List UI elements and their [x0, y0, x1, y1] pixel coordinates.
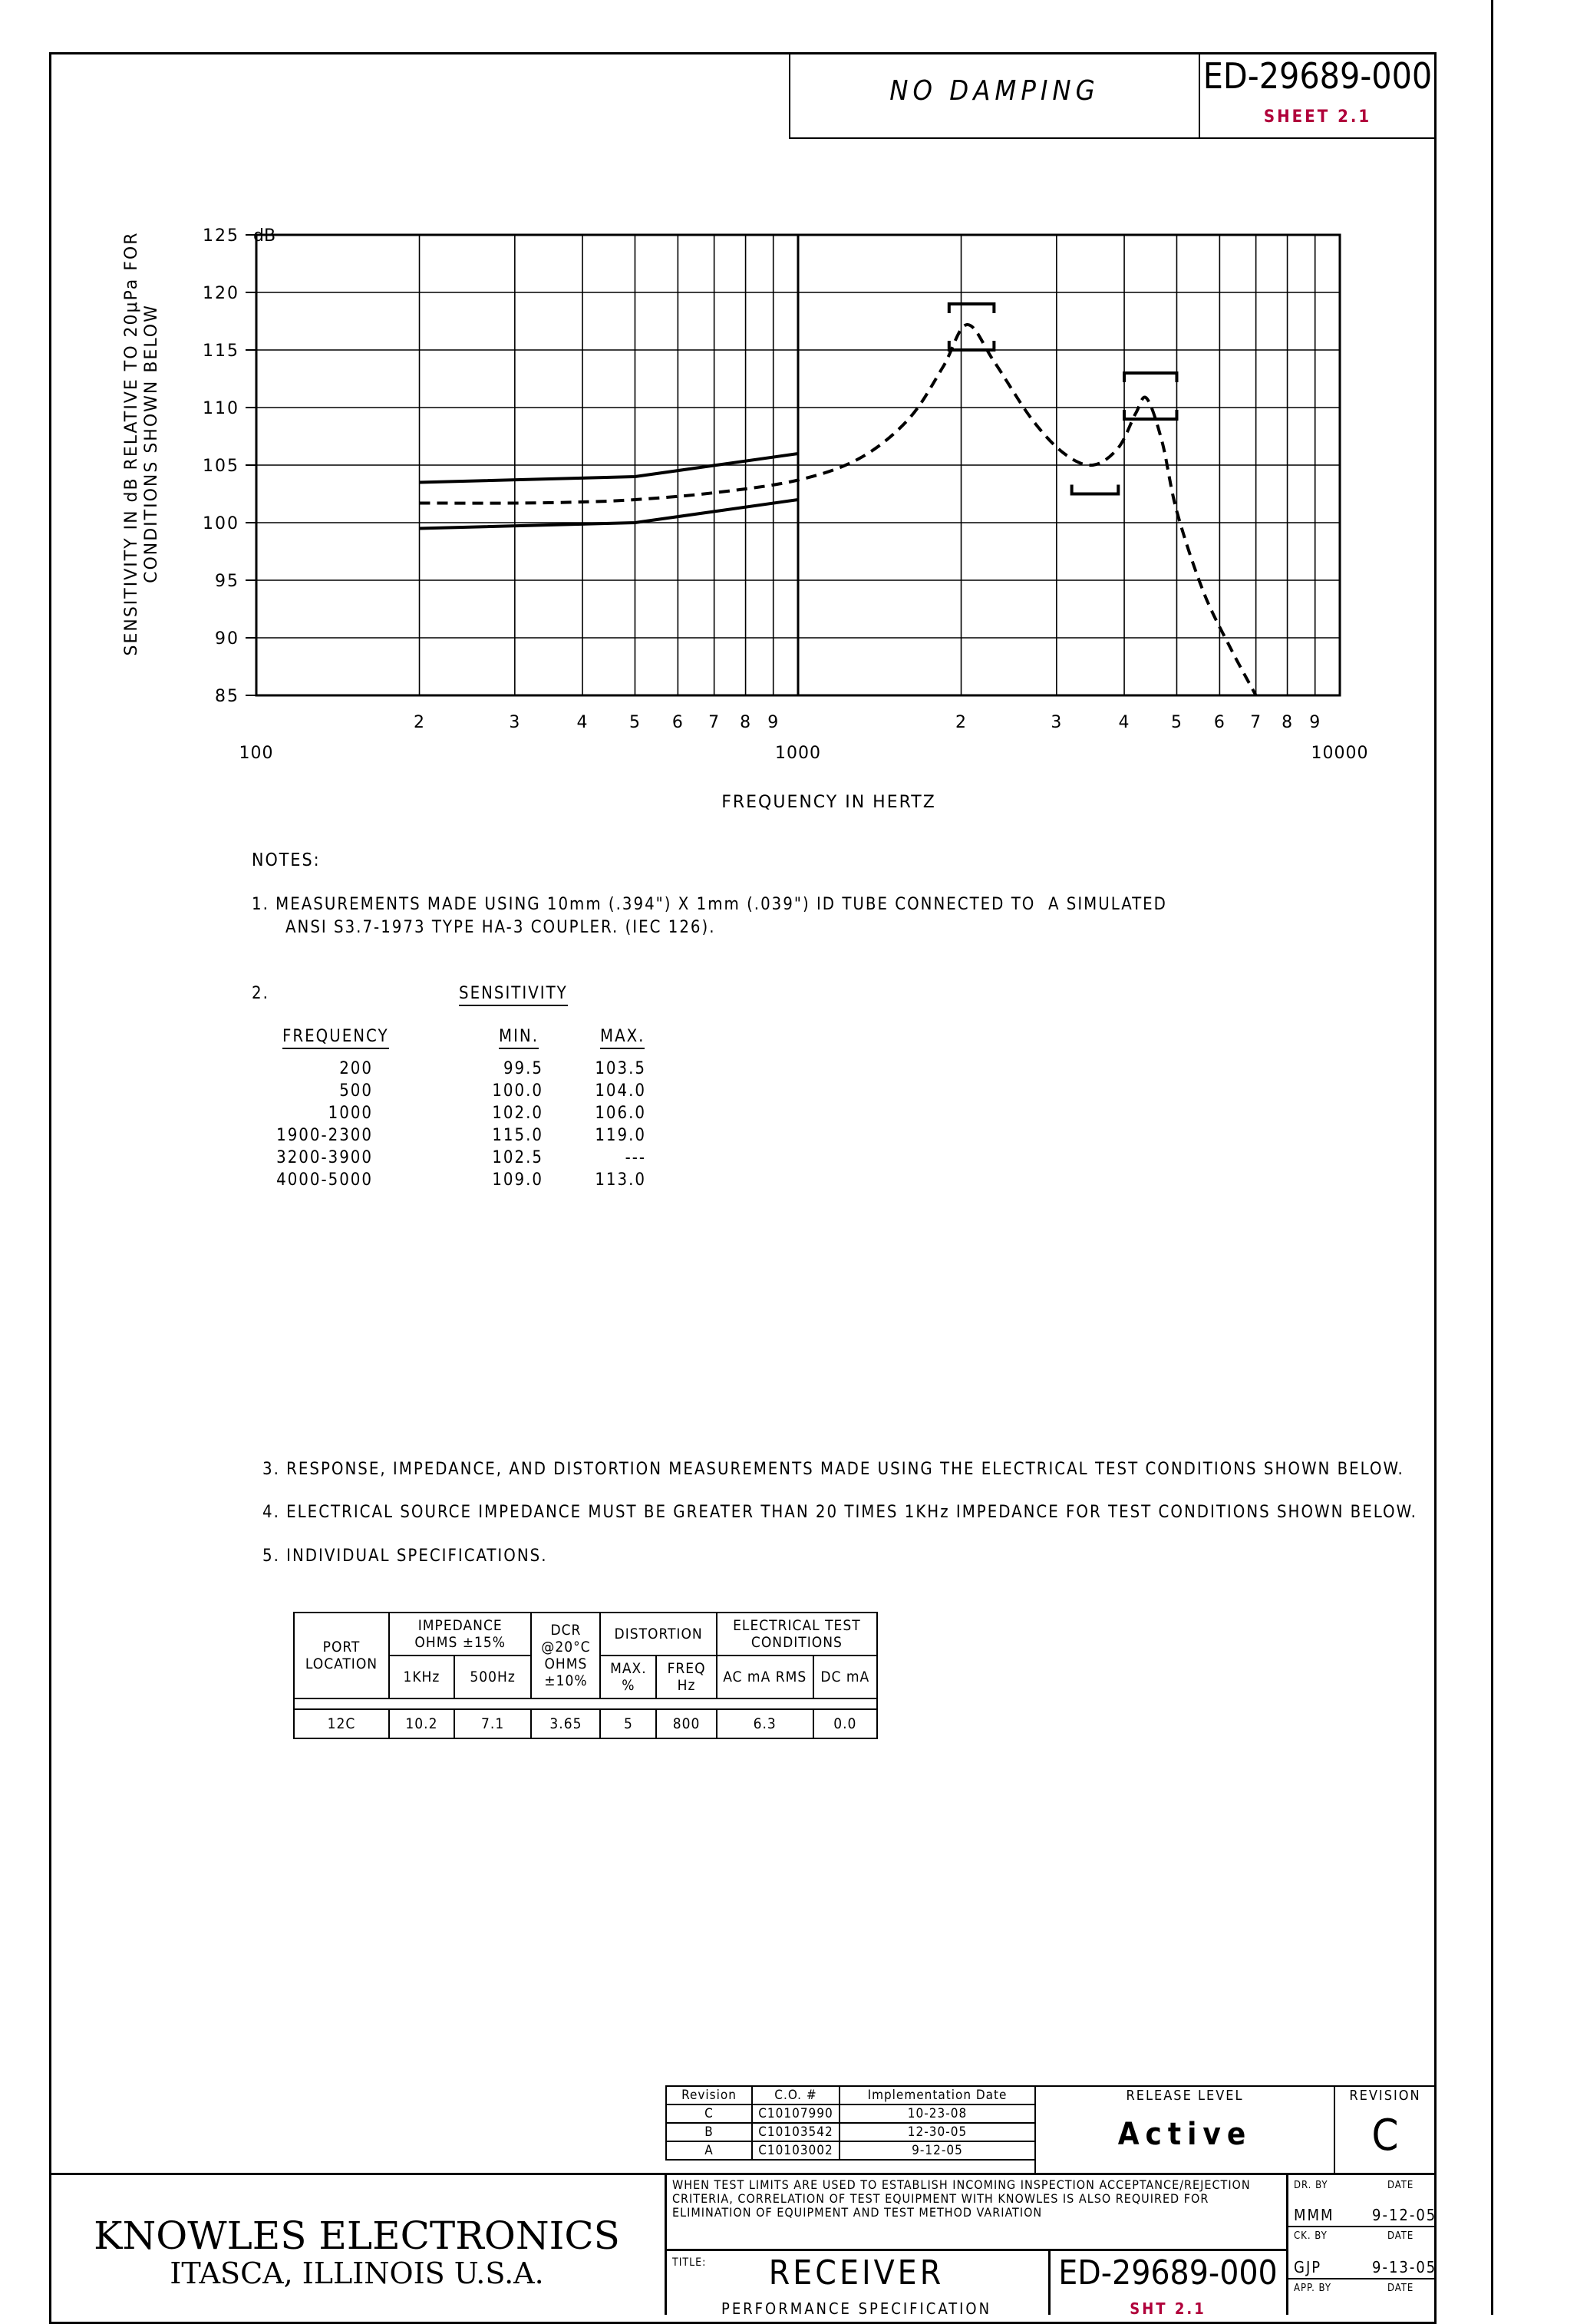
- x-tick-label: 6: [1213, 713, 1225, 732]
- dcr-header: DCR @20°C OHMS ±10%: [531, 1613, 600, 1698]
- distortion-header: DISTORTION: [600, 1613, 716, 1656]
- cell-dc: 0.0: [813, 1709, 877, 1738]
- header-title: NO DAMPING: [889, 75, 1100, 107]
- cell-ac: 6.3: [717, 1709, 813, 1738]
- x-tick-label: 9: [767, 713, 780, 732]
- sensitivity-row-min: 102.0: [492, 1104, 543, 1123]
- x-tick-label: 4: [1118, 713, 1130, 732]
- note-4: 4. ELECTRICAL SOURCE IMPEDANCE MUST BE GREATER THAN 20 TIMES 1KHz IMPEDANCE FOR TEST CONDITIONS SHOWN BELOW.: [262, 1503, 1417, 1522]
- sensitivity-row-max: 104.0: [595, 1081, 646, 1101]
- x-tick-label: 10000: [1311, 744, 1369, 763]
- limit-bracket: [1124, 410, 1176, 419]
- dr-by-label: DR. BY: [1294, 2180, 1328, 2191]
- notes-title: NOTES:: [252, 850, 321, 870]
- x-tick-label: 9: [1309, 713, 1321, 732]
- sensitivity-row-frequency: 500: [339, 1081, 373, 1101]
- y-tick-label: 90: [215, 629, 239, 649]
- frequency-col-header: FREQUENCY: [282, 1027, 389, 1049]
- title-sig-divider: [1286, 2173, 1288, 2315]
- test-limits-text: WHEN TEST LIMITS ARE USED TO ESTABLISH INCOMING INSPECTION ACCEPTANCE/REJECTION CRITERIA, CORRELATION OF TEST EQUIPMENT WITH KNOWLES IS ALSO REQUIRED FOR ELIMINATION OF EQUIPMENT AND TEST METHOD VARIATION: [672, 2177, 1251, 2220]
- limit-bracket: [1124, 373, 1176, 382]
- date-c: 10-23-08: [840, 2104, 1035, 2123]
- max-col-header: MAX.: [600, 1027, 645, 1049]
- y-tick-label: 125: [203, 226, 239, 246]
- ck-date-value: 9-13-05: [1372, 2258, 1437, 2276]
- rev-c: C: [666, 2104, 752, 2123]
- app-date-label: DATE: [1387, 2283, 1414, 2294]
- sensitivity-row-max: ---: [625, 1148, 646, 1167]
- revision-label: REVISION: [1349, 2088, 1421, 2104]
- impedance-1khz-header: 1KHz: [389, 1656, 454, 1698]
- note-1-line-2: ANSI S3.7-1973 TYPE HA-3 COUPLER. (IEC 126).: [285, 918, 716, 937]
- header-sheet: SHEET 2.1: [1263, 107, 1372, 127]
- series-line-max-limit: [420, 454, 798, 483]
- y-tick-label: 95: [215, 572, 239, 591]
- rev-a: A: [666, 2141, 752, 2160]
- x-tick-label: 2: [414, 713, 426, 732]
- ac-header: AC mA RMS: [717, 1656, 813, 1698]
- x-tick-label: 100: [239, 744, 274, 763]
- limit-bracket: [949, 304, 995, 313]
- title-block-rule: [49, 2173, 1437, 2175]
- note-1-line-1: 1. MEASUREMENTS MADE USING 10mm (.394") X 1mm (.039") ID TUBE CONNECTED TO A SIMULATED: [252, 895, 1167, 914]
- x-tick-label: 7: [708, 713, 721, 732]
- revision-table: [665, 2085, 1036, 2161]
- x-tick-label: 5: [628, 713, 641, 732]
- x-tick-label: 5: [1170, 713, 1183, 732]
- limit-bracket: [1072, 485, 1119, 494]
- revision-col-header: Revision: [666, 2086, 752, 2104]
- dr-rule: [1288, 2226, 1437, 2227]
- ck-rule: [1288, 2278, 1437, 2279]
- limit-bracket: [949, 341, 995, 350]
- ck-date-label: DATE: [1387, 2230, 1414, 2242]
- x-tick-label: 2: [955, 713, 968, 732]
- company-name: KNOWLES ELECTRONICS: [94, 2213, 620, 2258]
- x-tick-label: 4: [576, 713, 589, 732]
- cell-distortion-max: 5: [600, 1709, 656, 1738]
- impedance-500hz-header: 500Hz: [454, 1656, 532, 1698]
- sensitivity-row-max: 106.0: [595, 1104, 646, 1123]
- sensitivity-row-frequency: 1000: [328, 1104, 373, 1123]
- dc-header: DC mA: [813, 1656, 877, 1698]
- sensitivity-chart: [0, 0, 1590, 829]
- x-tick-label: 8: [740, 713, 752, 732]
- sensitivity-row-frequency: 200: [339, 1059, 373, 1078]
- note-3: 3. RESPONSE, IMPEDANCE, AND DISTORTION MEASUREMENTS MADE USING THE ELECTRICAL TEST CONDITIONS SHOWN BELOW.: [262, 1460, 1404, 1479]
- title-sheet: SHT 2.1: [1130, 2299, 1206, 2318]
- release-level-value: Active: [1117, 2117, 1252, 2152]
- sensitivity-row-min: 100.0: [492, 1081, 543, 1101]
- x-tick-label: 1000: [775, 744, 821, 763]
- ck-by-label: CK. BY: [1294, 2230, 1328, 2242]
- y-tick-label: 100: [203, 514, 239, 533]
- y-axis-label-line: CONDITIONS SHOWN BELOW: [142, 304, 161, 583]
- y-tick-label: 110: [203, 399, 239, 418]
- app-by-label: APP. BY: [1294, 2283, 1331, 2294]
- revision-value: C: [1371, 2111, 1399, 2161]
- x-tick-label: 3: [509, 713, 521, 732]
- co-c: C10107990: [752, 2104, 840, 2123]
- y-tick-label: 85: [215, 687, 239, 706]
- cell-distortion-freq: 800: [656, 1709, 716, 1738]
- note-2-number: 2.: [252, 984, 269, 1003]
- sensitivity-row-min: 115.0: [492, 1126, 543, 1145]
- sensitivity-row-frequency: 3200-3900: [276, 1148, 373, 1167]
- sensitivity-row-min: 109.0: [492, 1170, 543, 1190]
- y-tick-label: 105: [203, 457, 239, 476]
- x-tick-label: 3: [1051, 713, 1063, 732]
- dr-by-value: MMM: [1294, 2206, 1334, 2224]
- implementation-date-header: Implementation Date: [840, 2086, 1035, 2104]
- title-block-vrule: [665, 2173, 667, 2315]
- cell-imp-1khz: 10.2: [389, 1709, 454, 1738]
- sensitivity-row-min: 102.5: [492, 1148, 543, 1167]
- sensitivity-row-frequency: 1900-2300: [276, 1126, 373, 1145]
- sensitivity-row-max: 113.0: [595, 1170, 646, 1190]
- title-label: TITLE:: [672, 2256, 707, 2269]
- min-col-header: MIN.: [499, 1027, 539, 1049]
- electrical-test-header: ELECTRICAL TEST CONDITIONS: [717, 1613, 877, 1656]
- sensitivity-row-max: 119.0: [595, 1126, 646, 1145]
- date-b: 12-30-05: [840, 2123, 1035, 2141]
- sensitivity-row-min: 99.5: [503, 1059, 543, 1078]
- cell-dcr: 3.65: [531, 1709, 600, 1738]
- title-row-rule: [665, 2249, 1288, 2251]
- subtitle-value: PERFORMANCE SPECIFICATION: [721, 2299, 992, 2318]
- dr-date-label: DATE: [1387, 2180, 1414, 2191]
- x-axis-label: FREQUENCY IN HERTZ: [721, 793, 936, 812]
- impedance-header: IMPEDANCE OHMS ±15%: [389, 1613, 531, 1656]
- x-tick-label: 8: [1282, 713, 1294, 732]
- port-location-header: PORT LOCATION: [294, 1613, 389, 1698]
- specifications-table: [293, 1612, 878, 1739]
- y-tick-label: 120: [203, 284, 239, 303]
- distortion-freq-header: FREQ Hz: [656, 1656, 716, 1698]
- sensitivity-row-max: 103.5: [595, 1059, 646, 1078]
- co-b: C10103542: [752, 2123, 840, 2141]
- y-tick-label: 115: [203, 342, 239, 361]
- title-value: RECEIVER: [768, 2253, 945, 2293]
- x-tick-label: 7: [1250, 713, 1262, 732]
- x-tick-label: 6: [671, 713, 684, 732]
- y-unit-label: dB: [253, 226, 276, 246]
- rev-b: B: [666, 2123, 752, 2141]
- sensitivity-row-frequency: 4000-5000: [276, 1170, 373, 1190]
- release-level-label: RELEASE LEVEL: [1126, 2088, 1244, 2104]
- company-location: ITASCA, ILLINOIS U.S.A.: [170, 2256, 544, 2290]
- cell-imp-500hz: 7.1: [454, 1709, 532, 1738]
- ck-by-value: GJP: [1294, 2258, 1322, 2276]
- series-line-typical: [420, 325, 1256, 695]
- distortion-max-header: MAX. %: [600, 1656, 656, 1698]
- y-axis-label-line: SENSITIVITY IN dB RELATIVE TO 20μPa FOR: [122, 231, 141, 656]
- header-doc-number: ED-29689-000: [1202, 55, 1433, 97]
- co-col-header: C.O. #: [752, 2086, 840, 2104]
- date-a: 9-12-05: [840, 2141, 1035, 2160]
- dr-date-value: 9-12-05: [1372, 2206, 1437, 2224]
- cell-port: 12C: [294, 1709, 389, 1738]
- co-a: C10103002: [752, 2141, 840, 2160]
- title-doc-number: ED-29689-000: [1058, 2253, 1278, 2293]
- sensitivity-header: SENSITIVITY: [459, 984, 568, 1006]
- note-5: 5. INDIVIDUAL SPECIFICATIONS.: [262, 1547, 548, 1566]
